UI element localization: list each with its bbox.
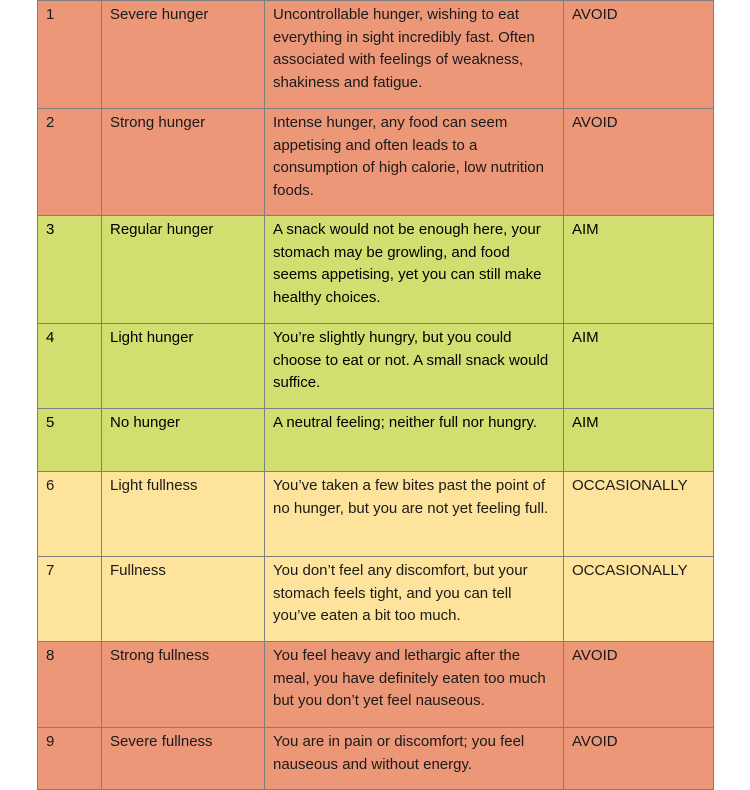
scale-number: 3	[38, 216, 102, 324]
scale-number: 6	[38, 472, 102, 557]
hunger-level-label: Light hunger	[102, 324, 265, 409]
recommendation: OCCASIONALLY	[564, 557, 714, 642]
hunger-level-label: Severe fullness	[102, 728, 265, 790]
table-row	[38, 557, 714, 642]
hunger-level-label: Light fullness	[102, 472, 265, 557]
hunger-description: You don’t feel any discomfort, but your stomach feels tight, and you can tell you’ve eaten a bit too much.	[265, 557, 564, 642]
recommendation: AVOID	[564, 642, 714, 728]
hunger-level-label: Strong fullness	[102, 642, 265, 728]
scale-number: 1	[38, 1, 102, 109]
recommendation: AIM	[564, 324, 714, 409]
scale-number: 7	[38, 557, 102, 642]
hunger-description: You feel heavy and lethargic after the meal, you have definitely eaten too much but you don’t yet feel nauseous.	[265, 642, 564, 728]
hunger-description: Uncontrollable hunger, wishing to eat everything in sight incredibly fast. Often associated with feelings of weakness, shakiness and fatigue.	[265, 1, 564, 109]
table-row	[38, 409, 714, 472]
hunger-level-label: Severe hunger	[102, 1, 265, 109]
hunger-description: A snack would not be enough here, your stomach may be growling, and food seems appetising, yet you can still make healthy choices.	[265, 216, 564, 324]
scale-number: 4	[38, 324, 102, 409]
scale-number: 9	[38, 728, 102, 790]
hunger-description: You’ve taken a few bites past the point of no hunger, but you are not yet feeling full.	[265, 472, 564, 557]
hunger-level-label: Regular hunger	[102, 216, 265, 324]
hunger-description: You’re slightly hungry, but you could choose to eat or not. A small snack would suffice.	[265, 324, 564, 409]
table-row	[38, 642, 714, 728]
recommendation: AVOID	[564, 728, 714, 790]
table-row	[38, 728, 714, 790]
hunger-description: A neutral feeling; neither full nor hungry.	[265, 409, 564, 472]
table-row	[38, 472, 714, 557]
recommendation: AIM	[564, 216, 714, 324]
scale-number: 2	[38, 109, 102, 216]
hunger-level-label: Strong hunger	[102, 109, 265, 216]
recommendation: AVOID	[564, 1, 714, 109]
recommendation: AIM	[564, 409, 714, 472]
table-row	[38, 324, 714, 409]
table-row	[38, 109, 714, 216]
hunger-level-label: Fullness	[102, 557, 265, 642]
hunger-scale-table	[37, 0, 714, 790]
recommendation: AVOID	[564, 109, 714, 216]
scale-number: 8	[38, 642, 102, 728]
table-row	[38, 1, 714, 109]
scale-number: 5	[38, 409, 102, 472]
hunger-level-label: No hunger	[102, 409, 265, 472]
hunger-description: You are in pain or discomfort; you feel nauseous and without energy.	[265, 728, 564, 790]
recommendation: OCCASIONALLY	[564, 472, 714, 557]
hunger-description: Intense hunger, any food can seem appetising and often leads to a consumption of high calorie, low nutrition foods.	[265, 109, 564, 216]
table-row	[38, 216, 714, 324]
